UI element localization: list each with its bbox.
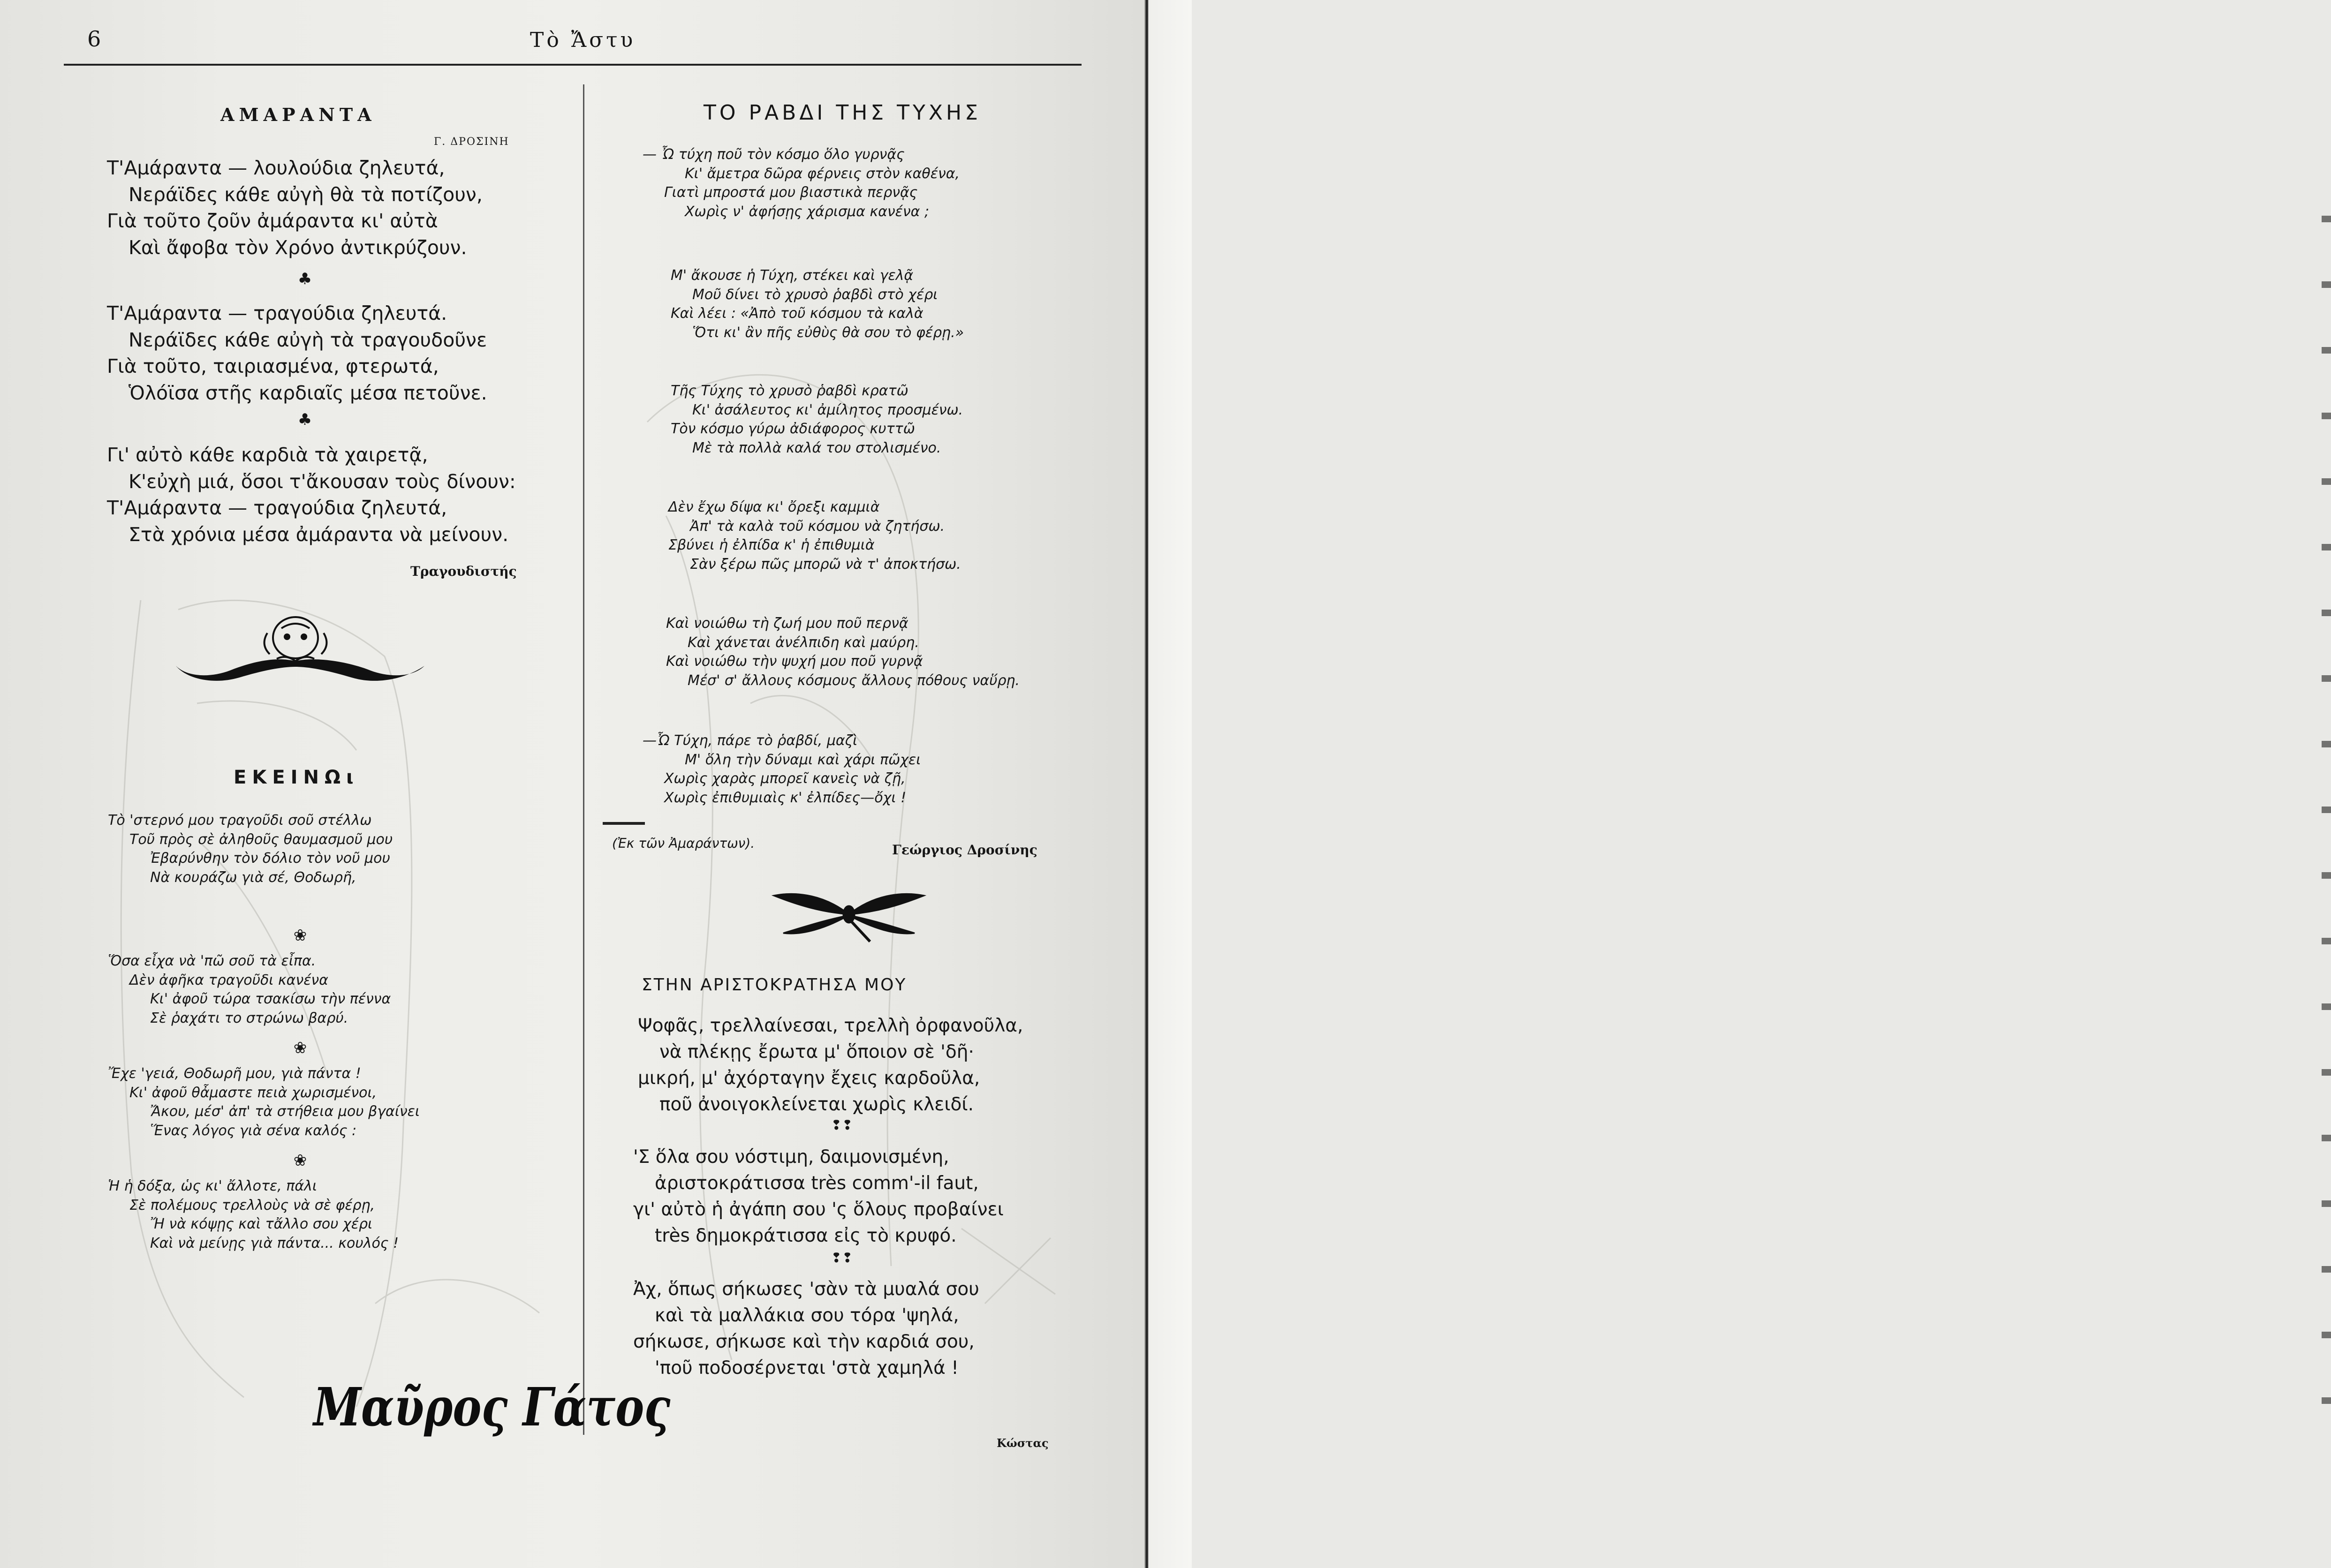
poem-line: Τ'Αμάραντα — τραγούδια ζηλευτά, xyxy=(107,497,447,519)
poem-line: Χωρὶς ν' ἀφήσῃς χάρισμα κανένα ; xyxy=(685,203,930,220)
poem-line: Γιὰ τοῦτο ζοῦν ἀμάραντα κι' αὐτὰ xyxy=(107,210,438,232)
poem-line: Κ'εὐχὴ μιά, ὅσοι τ'ἄκουσαν τοὺς δίνουν: xyxy=(129,470,516,493)
poem-title-aristokratisa: ΣΤΗΝ ΑΡΙΣΤΟΚΡΑΤΗΣΑ ΜΟΥ xyxy=(642,975,907,995)
poem-line: 'Σ ὅλα σου νόστιμη, δαιμονισμένη, xyxy=(633,1146,949,1168)
poem-byline: Γ. ΔΡΟΣΙΝΗ xyxy=(434,136,509,148)
poem-line: Καὶ νοιώθω τὴν ψυχή μου ποῦ γυρνᾷ xyxy=(666,653,923,670)
poem-line: Δὲν ἔχω δίψα κι' ὄρεξι καμμιὰ xyxy=(668,499,880,515)
flower-ornament: ❀ xyxy=(293,1039,307,1057)
ornament: ❢❢ xyxy=(831,1250,853,1266)
poem-line: Γιὰ τοῦτο, ταιριασμένα, φτερωτά, xyxy=(107,355,439,377)
poem-line: Σὰν ξέρω πῶς μπορῶ νὰ τ' ἀποκτήσω. xyxy=(690,556,961,573)
poem-line: Σὲ ῥαχάτι το στρώνω βαρύ. xyxy=(150,1010,348,1026)
poem-signature: Γεώργιος Δροσίνης xyxy=(892,842,1037,858)
club-ornament: ♣ xyxy=(297,410,312,429)
poem-line: Ψοφᾶς, τρελλαίνεσαι, τρελλὴ ὀρφανοῦλα, xyxy=(638,1015,1023,1036)
poem-ekeinoi-stanza-2 xyxy=(108,952,391,1028)
poem-ekeinoi-stanza-3 xyxy=(108,1064,420,1140)
poem-line: Σβύνει ἡ ἐλπίδα κ' ἡ ἐπιθυμιὰ xyxy=(668,537,875,553)
poem-line: Μὲ τὰ πολλὰ καλά του στολισμένο. xyxy=(692,439,941,456)
poem-title-rabdi: ΤΟ ΡΑΒΔΙ ΤΗΣ ΤΥΧΗΣ xyxy=(704,101,981,125)
poem-line: Καὶ νὰ μείνῃς γιὰ πάντα... κουλός ! xyxy=(150,1235,399,1251)
header-rule xyxy=(64,64,1082,66)
poem-line: Σὲ πολέμους τρελλοὺς νὰ σὲ φέρῃ, xyxy=(129,1197,375,1214)
poem-line: Κι' ἀσάλευτος κι' ἀμίλητος προσμένω. xyxy=(692,401,963,418)
poem-signature: Κώστας xyxy=(997,1436,1049,1450)
moustache-caricature-illustration xyxy=(169,610,431,717)
poem-line: νὰ πλέκῃς ἔρωτα μ' ὅποιον σὲ 'δῆ· xyxy=(659,1041,974,1063)
rule-dash xyxy=(603,822,645,825)
ornament: ❢❢ xyxy=(831,1117,853,1133)
poem-line: Ἐβαρύνθην τὸν δόλιο τὸν νοῦ μου xyxy=(150,850,390,867)
flower-ornament: ❀ xyxy=(293,926,307,945)
poem-aristokratisa-stanza-2 xyxy=(633,1144,1004,1249)
poem-rabdi-stanza-4 xyxy=(668,498,961,574)
poem-line: Ὁλόϊσα στῆς καρδιαῖς μέσα πετοῦνε. xyxy=(129,381,487,404)
page-number: 6 xyxy=(87,26,101,52)
poem-line: Τ'Αμάραντα — λουλούδια ζηλευτά, xyxy=(107,157,445,179)
poem-line: μικρή, μ' ἀχόρταγην ἔχεις καρδοῦλα, xyxy=(638,1068,980,1089)
poem-line: Ἄκου, μέσ' ἀπ' τὰ στήθεια μου βγαίνει xyxy=(150,1103,420,1120)
poem-line: Καὶ λέει : «Ἀπὸ τοῦ κόσμου τὰ καλὰ xyxy=(671,305,923,322)
poem-ekeinoi-stanza-4 xyxy=(108,1177,399,1253)
poem-line: Μοῦ δίνει τὸ χρυσὸ ῥαβδὶ στὸ χέρι xyxy=(692,286,938,303)
poem-title-amaranta: ΑΜΑΡΑΝΤΑ xyxy=(220,104,376,125)
poem-line: Ἡ ἡ δόξα, ὡς κι' ἄλλοτε, πάλι xyxy=(108,1178,318,1194)
poem-line: Γι' αὐτὸ κάθε καρδιὰ τὰ χαιρετᾷ, xyxy=(107,444,428,466)
poem-line: ποῦ ἀνοιγοκλείνεται χωρὶς κλειδί. xyxy=(659,1094,974,1115)
poem-amaranta-stanza-1 xyxy=(107,155,483,261)
poem-line: Ἕνας λόγος γιὰ σένα καλός : xyxy=(150,1122,357,1139)
poem-line: Καὶ νοιώθω τὴ ζωή μου ποῦ περνᾷ xyxy=(666,615,908,632)
poem-line: Τοῦ πρὸς σὲ ἀληθοῦς θαυμασμοῦ μου xyxy=(129,831,393,848)
poem-line: Νεράϊδες κάθε αὐγὴ θὰ τὰ ποτίζουν, xyxy=(129,183,483,206)
poem-aristokratisa-stanza-1 xyxy=(638,1013,1023,1118)
poem-signature: Τραγουδιστής xyxy=(410,564,517,579)
poem-line: Τῆς Τύχης τὸ χρυσὸ ῥαβδὶ κρατῶ xyxy=(671,383,908,399)
poem-line: καὶ τὰ μαλλάκια σου τόρα 'ψηλά, xyxy=(655,1305,959,1326)
column-divider xyxy=(583,84,584,1435)
poem-line: Ὅσα εἶχα νὰ 'πῶ σοῦ τὰ εἶπα. xyxy=(108,953,316,969)
poem-line: Ἀχ, ὅπως σήκωσες 'σὰν τὰ μυαλά σου xyxy=(633,1279,979,1300)
poem-amaranta-stanza-3 xyxy=(107,442,516,548)
poem-line: Κι' ἀφοῦ θἆμαστε πειὰ χωρισμένοι, xyxy=(129,1084,377,1101)
masthead: Τὸ Ἄστυ xyxy=(530,28,636,52)
poem-line: Στὰ χρόνια μέσα ἀμάραντα νὰ μείνουν. xyxy=(129,523,509,546)
poem-line: γι' αὐτὸ ἡ ἀγάπη σου 'ς ὅλους προβαίνει xyxy=(633,1199,1004,1220)
poem-line: Γιατὶ μπροστά μου βιαστικὰ περνᾷς xyxy=(664,184,918,201)
poem-rabdi-stanza-5 xyxy=(666,614,1020,690)
poem-ekeinoi-stanza-1 xyxy=(108,811,393,887)
club-ornament: ♣ xyxy=(297,270,312,288)
poem-line: Ὅτι κι' ἂν πῆς εὐθὺς θὰ σου τὸ φέρῃ.» xyxy=(692,324,964,341)
poem-line: très δημοκράτισσα εἰς τὸ κρυφό. xyxy=(655,1225,957,1246)
poem-line: Καὶ ἄφοβα τὸν Χρόνο ἀντικρύζουν. xyxy=(129,236,467,259)
poem-title-ekeinoi: ΕΚΕΙΝΩι xyxy=(234,767,359,788)
poem-rabdi-stanza-1 xyxy=(643,145,960,221)
edge-text-fragments xyxy=(2322,188,2331,1407)
poem-line: Δὲν ἀφῆκα τραγοῦδι κανένα xyxy=(129,972,328,988)
poem-aristokratisa-stanza-3 xyxy=(633,1276,979,1381)
next-page-edge xyxy=(1144,0,1192,1568)
poem-line: Μέσ' σ' ἄλλους κόσμους ἄλλους πόθους ναὕρῃ. xyxy=(688,672,1020,689)
poem-line: Ἤ νὰ κόψῃς καὶ τἄλλο σου χέρι xyxy=(150,1216,373,1232)
poem-line: —Ὦ Τύχη, πάρε τὸ ῥαβδί, μαζὶ xyxy=(643,732,858,749)
dragonfly-vignette-icon xyxy=(769,882,929,947)
poem-line: — Ὦ τύχη ποῦ τὸν κόσμο ὅλο γυρνᾷς xyxy=(643,146,905,163)
poem-line: Τὸν κόσμο γύρω ἀδιάφορος κυττῶ xyxy=(671,421,915,437)
poem-rabdi-stanza-6 xyxy=(643,731,921,807)
svg-text:Μαῦρος Γάτος: Μαῦρος Γάτος xyxy=(313,1377,671,1439)
poem-line: Τ'Αμάραντα — τραγούδια ζηλευτά. xyxy=(107,302,447,324)
poem-line: Τὸ 'στερνό μου τραγοῦδι σοῦ στέλλω xyxy=(108,812,372,829)
poem-source: (Ἐκ τῶν Ἀμαράντων). xyxy=(612,836,755,851)
poem-line: Ἔχε 'γειά, Θοδωρῆ μου, γιὰ πάντα ! xyxy=(108,1065,361,1082)
poem-line: Μ' ἄκουσε ἡ Τύχη, στέκει καὶ γελᾷ xyxy=(671,267,914,284)
poem-line: Καὶ χάνεται ἀνέλπιδη καὶ μαύρη. xyxy=(688,634,919,651)
poem-line: σήκωσε, σήκωσε καὶ τὴν καρδιά σου, xyxy=(633,1331,975,1352)
poem-line: Ἀπ' τὰ καλὰ τοῦ κόσμου νὰ ζητήσω. xyxy=(690,518,945,535)
poem-line: ἀριστοκράτισσα très comm'-il faut, xyxy=(655,1173,979,1194)
poem-line: Χωρὶς χαρὰς μπορεῖ κανεὶς νὰ ζῇ, xyxy=(664,770,906,787)
poem-line: Νεράϊδες κάθε αὐγὴ τὰ τραγουδοῦνε xyxy=(129,328,487,351)
mavros-gatos-signature-logo xyxy=(310,1360,671,1449)
flower-ornament: ❀ xyxy=(293,1151,307,1170)
poem-line: Μ' ὅλη τὴν δύναμι καὶ χάρι πῶχει xyxy=(685,751,921,768)
poem-amaranta-stanza-2 xyxy=(107,300,487,406)
poem-line: Κι' ἀφοῦ τώρα τσακίσω τὴν πέννα xyxy=(150,991,391,1007)
poem-line: Νὰ κουράζω γιὰ σέ, Θοδωρῆ, xyxy=(150,869,356,886)
poem-rabdi-stanza-2 xyxy=(671,266,964,342)
poem-line: Κι' ἄμετρα δῶρα φέρνεις στὸν καθένα, xyxy=(685,165,960,182)
poem-line: Χωρὶς ἐπιθυμιαὶς κ' ἐλπίδες—ὄχι ! xyxy=(664,789,907,806)
poem-line: 'ποῦ ποδοσέρνεται 'στὰ χαμηλά ! xyxy=(655,1357,959,1379)
poem-rabdi-stanza-3 xyxy=(671,382,963,458)
